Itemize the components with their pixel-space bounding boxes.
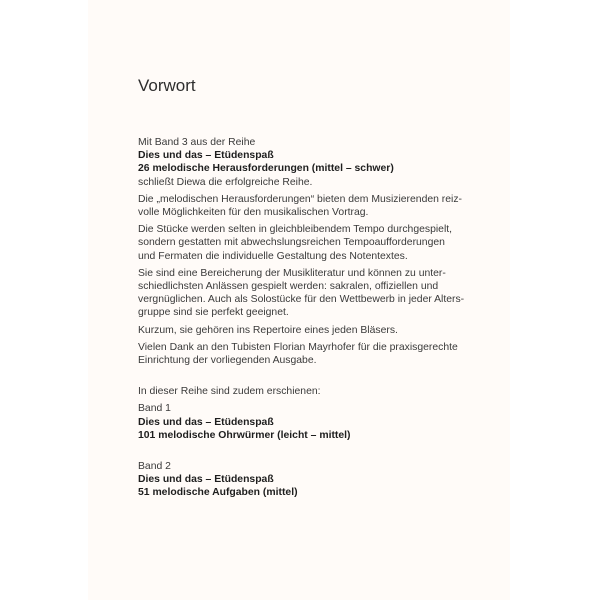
paragraph-line: Kurzum, sie gehören ins Repertoire eines jeden Bläsers. bbox=[138, 324, 398, 336]
volume-subtitle: 101 melodische Ohrwürmer (leicht – mittel) bbox=[138, 429, 351, 441]
paragraph-line: vergnüglichen. Auch als Solostücke für den Wettbewerb in jeder Alters- bbox=[138, 294, 465, 306]
paragraph-line: Sie sind eine Bereicherung der Musikliteratur und können zu unter- bbox=[138, 267, 446, 279]
paragraph-2 bbox=[138, 223, 498, 263]
volume-1 bbox=[138, 402, 498, 442]
page-title: Vorwort bbox=[138, 76, 196, 95]
volume-2 bbox=[138, 460, 498, 500]
paragraph-5 bbox=[138, 341, 498, 367]
paragraph-1 bbox=[138, 193, 498, 219]
paragraph-4 bbox=[138, 324, 498, 337]
volume-label: Band 2 bbox=[138, 461, 171, 473]
paragraph-line: und Fermaten die individuelle Gestaltung des Notentextes. bbox=[138, 250, 408, 262]
paragraph-line: sondern gestatten mit abwechslungsreichen Tempoaufforderungen bbox=[138, 237, 445, 249]
volume-subtitle: 51 melodische Aufgaben (mittel) bbox=[138, 487, 298, 499]
paragraph-line: gruppe sind sie perfekt geeignet. bbox=[138, 307, 289, 319]
volume-title: Dies und das – Etüdenspaß bbox=[138, 416, 274, 428]
paragraph-line: Einrichtung der vorliegenden Ausgabe. bbox=[138, 355, 317, 367]
intro-block bbox=[138, 136, 498, 189]
paragraph-line: Die „melodischen Herausforderungen“ bieten dem Musizierenden reiz- bbox=[138, 193, 463, 205]
paragraph-line: schiedlichsten Anlässen gespielt werden: sakralen, offiziellen und bbox=[138, 281, 439, 293]
paragraph-line: volle Möglichkeiten für den musikalischen Vortrag. bbox=[138, 207, 369, 219]
preface-body bbox=[138, 136, 498, 504]
volume-label: Band 1 bbox=[138, 403, 171, 415]
volume-title: Dies und das – Etüdenspaß bbox=[138, 474, 274, 486]
document-page bbox=[88, 0, 510, 600]
series-heading: In dieser Reihe sind zudem erschienen: bbox=[138, 386, 321, 398]
series-heading-block bbox=[138, 385, 498, 398]
paragraph-3 bbox=[138, 267, 498, 320]
intro-book-title: Dies und das – Etüdenspaß bbox=[138, 150, 274, 162]
paragraph-line: Die Stücke werden selten in gleichbleibendem Tempo durchgespielt, bbox=[138, 224, 453, 236]
intro-closing: schließt Diewa die erfolgreiche Reihe. bbox=[138, 176, 313, 188]
intro-lead: Mit Band 3 aus der Reihe bbox=[138, 137, 256, 148]
paragraph-line: Vielen Dank an den Tubisten Florian Mayrhofer für die praxisgerechte bbox=[138, 341, 458, 353]
intro-book-subtitle: 26 melodische Herausforderungen (mittel – schwer) bbox=[138, 163, 394, 175]
